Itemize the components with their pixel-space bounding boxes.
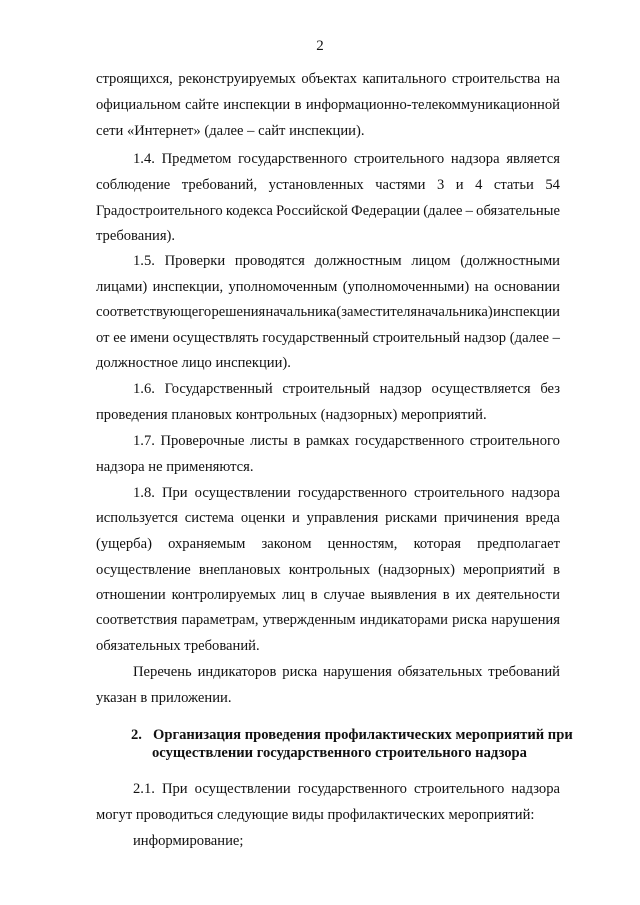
paragraph-line: осуществление внеплановых контрольных (надзорных) мероприятий в xyxy=(96,562,560,578)
paragraph-line: отношении контролируемых лиц в случае выявления в их деятельности xyxy=(96,587,560,603)
paragraph-line: соответствия параметрам, утвержденным индикаторами риска нарушения xyxy=(96,612,560,628)
paragraph-line: информирование; xyxy=(133,833,244,849)
paragraph-line: используется система оценки и управления рисками причинения вреда xyxy=(96,510,560,526)
paragraph-line: Перечень индикаторов риска нарушения обязательных требований xyxy=(133,664,560,680)
paragraph-line: лицами) инспекции, уполномоченным (уполномоченными) на основании xyxy=(96,279,560,295)
paragraph-line: соответствующего решения начальника (заместителя начальника) инспекции xyxy=(96,304,560,320)
paragraph-line: обязательных требований. xyxy=(96,638,260,654)
section-number: 2. xyxy=(131,727,142,743)
page-number: 2 xyxy=(316,38,324,54)
paragraph-line: сети «Интернет» (далее – сайт инспекции). xyxy=(96,123,365,139)
paragraph-line: 2.1. При осуществлении государственного строительного надзора xyxy=(133,781,560,797)
paragraph-line: надзора не применяются. xyxy=(96,459,254,475)
paragraph-line: требования). xyxy=(96,228,176,244)
paragraph-line: официальном сайте инспекции в информационно-телекоммуникационной xyxy=(96,97,560,113)
paragraph-line: должностное лицо инспекции). xyxy=(96,355,291,371)
paragraph-line: указан в приложении. xyxy=(96,690,232,706)
section-title-line: Организация проведения профилактических мероприятий при xyxy=(153,727,573,743)
paragraph-line: 1.7. Проверочные листы в рамках государственного строительного xyxy=(133,433,560,449)
paragraph-line: Градостроительного кодекса Российской Федерации (далее – обязательные xyxy=(96,203,560,219)
paragraph-line: проведения плановых контрольных (надзорных) мероприятий. xyxy=(96,407,487,423)
paragraph-line: могут проводиться следующие виды профилактических мероприятий: xyxy=(96,807,535,823)
paragraph-line: строящихся, реконструируемых объектах капитального строительства на xyxy=(96,71,560,87)
paragraph-line: 1.5. Проверки проводятся должностным лицом (должностными xyxy=(133,253,560,269)
paragraph-line: от ее имени осуществлять государственный строительный надзор (далее – xyxy=(96,330,560,346)
paragraph-line: 1.4. Предметом государственного строительного надзора является xyxy=(133,151,560,167)
paragraph-line: 1.6. Государственный строительный надзор осуществляется без xyxy=(133,381,560,397)
paragraph-line: 1.8. При осуществлении государственного строительного надзора xyxy=(133,485,560,501)
paragraph-line: соблюдение требований, установленных частями 3 и 4 статьи 54 xyxy=(96,177,560,193)
section-title-line: осуществлении государственного строительного надзора xyxy=(152,745,527,761)
paragraph-line: (ущерба) охраняемым законом ценностям, которая предполагает xyxy=(96,536,560,552)
